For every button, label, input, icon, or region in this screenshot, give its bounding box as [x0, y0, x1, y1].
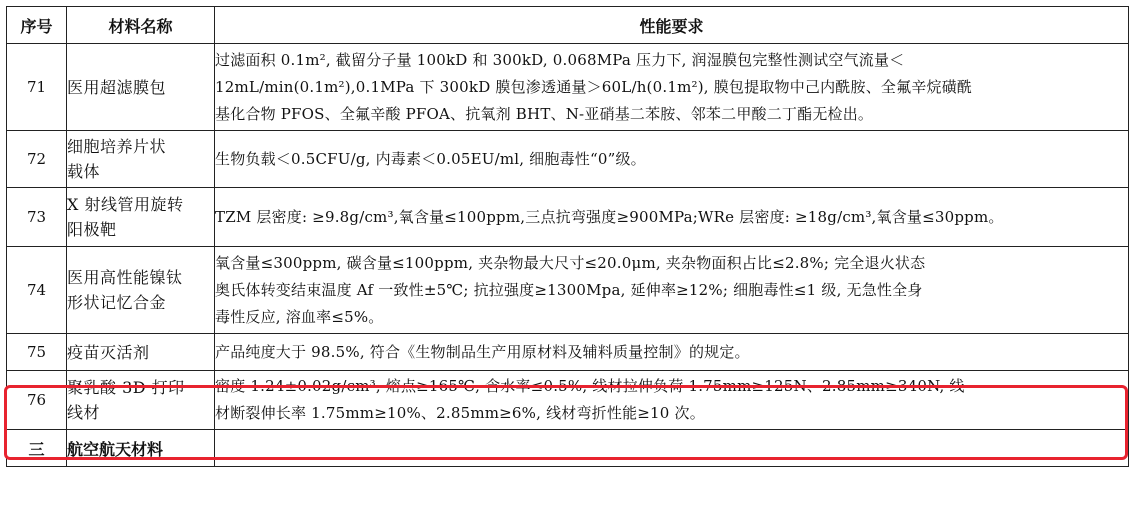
row-requirements: 生物负载＜0.5CFU/g, 内毒素＜0.05EU/ml, 细胞毒性“0”级。 [215, 131, 1129, 188]
table-row [7, 44, 1129, 131]
material-name-line: 形状记忆合金 [67, 293, 167, 312]
requirement-line: 奥氏体转变结束温度 Af 一致性±5℃; 抗拉强度≥1300Mpa, 延伸率≥12%; 细胞毒性≤1 级, 无急性全身 [215, 280, 923, 299]
header-serial-no: 序号 [7, 7, 67, 44]
row-serial-no: 72 [7, 131, 67, 188]
material-name-line: X 射线管用旋转 [67, 195, 184, 214]
row-material-name [67, 371, 215, 430]
section-title: 航空航天材料 [67, 430, 215, 467]
row-material-name [67, 188, 215, 247]
material-name-line: 线材 [67, 403, 101, 422]
table-header-row [7, 7, 1129, 44]
material-name-line: 阳极靶 [67, 220, 117, 239]
header-material-name: 材料名称 [67, 7, 215, 44]
material-name-line: 载体 [67, 162, 101, 181]
materials-spec-table [6, 6, 1129, 467]
row-serial-no: 76 [7, 371, 67, 430]
table-row-highlighted [7, 371, 1129, 430]
row-material-name: 医用超滤膜包 [67, 44, 215, 131]
row-serial-no: 73 [7, 188, 67, 247]
requirement-line: 材断裂伸长率 1.75mm≥10%、2.85mm≥6%, 线材弯折性能≥10 次。 [215, 404, 705, 422]
row-requirements: 产品纯度大于 98.5%, 符合《生物制品生产用原材料及辅料质量控制》的规定。 [215, 334, 1129, 371]
requirement-line: 基化合物 PFOS、全氟辛酸 PFOA、抗氧剂 BHT、N-亚硝基二苯胺、邻苯二甲酸二丁酯无检出。 [215, 104, 874, 123]
row-serial-no: 74 [7, 247, 67, 334]
table-row [7, 334, 1129, 371]
spec-table-container [6, 6, 1128, 467]
material-name-line: 细胞培养片状 [67, 137, 167, 156]
requirement-line: 毒性反应, 溶血率≤5%。 [215, 307, 384, 326]
section-spacer [215, 430, 1129, 467]
header-requirements: 性能要求 [215, 7, 1129, 44]
section-number: 三 [7, 430, 67, 467]
material-name-line: 聚乳酸 3D 打印 [67, 378, 185, 397]
requirement-line: 氧含量≤300ppm, 碳含量≤100ppm, 夹杂物最大尺寸≤20.0μm, 夹杂物面积占比≤2.8%; 完全退火状态 [215, 253, 926, 272]
row-material-name [67, 131, 215, 188]
requirement-line: 密度 1.24±0.02g/cm³, 熔点≥165℃, 含水率≤0.5%, 线材拉伸负荷 1.75mm≥125N、2.85mm≥340N, 线 [215, 377, 965, 395]
requirement-line: 过滤面积 0.1m², 截留分子量 100kD 和 300kD, 0.068MPa 压力下, 润湿膜包完整性测试空气流量＜ [215, 50, 905, 69]
section-header-row [7, 430, 1129, 467]
table-row [7, 188, 1129, 247]
row-material-name: 疫苗灭活剂 [67, 334, 215, 371]
requirement-line: 12mL/min(0.1m²),0.1MPa 下 300kD 膜包渗透通量＞60L/h(0.1m²), 膜包提取物中己内酰胺、全氟辛烷磺酰 [215, 77, 973, 96]
row-serial-no: 71 [7, 44, 67, 131]
row-requirements [215, 247, 1129, 334]
row-requirements [215, 371, 1129, 430]
row-material-name [67, 247, 215, 334]
table-row [7, 247, 1129, 334]
row-serial-no: 75 [7, 334, 67, 371]
table-row [7, 131, 1129, 188]
material-name-line: 医用高性能镍钛 [67, 268, 183, 287]
row-requirements [215, 44, 1129, 131]
row-requirements: TZM 层密度: ≥9.8g/cm³,氧含量≤100ppm,三点抗弯强度≥900MPa;WRe 层密度: ≥18g/cm³,氧含量≤30ppm。 [215, 188, 1129, 247]
